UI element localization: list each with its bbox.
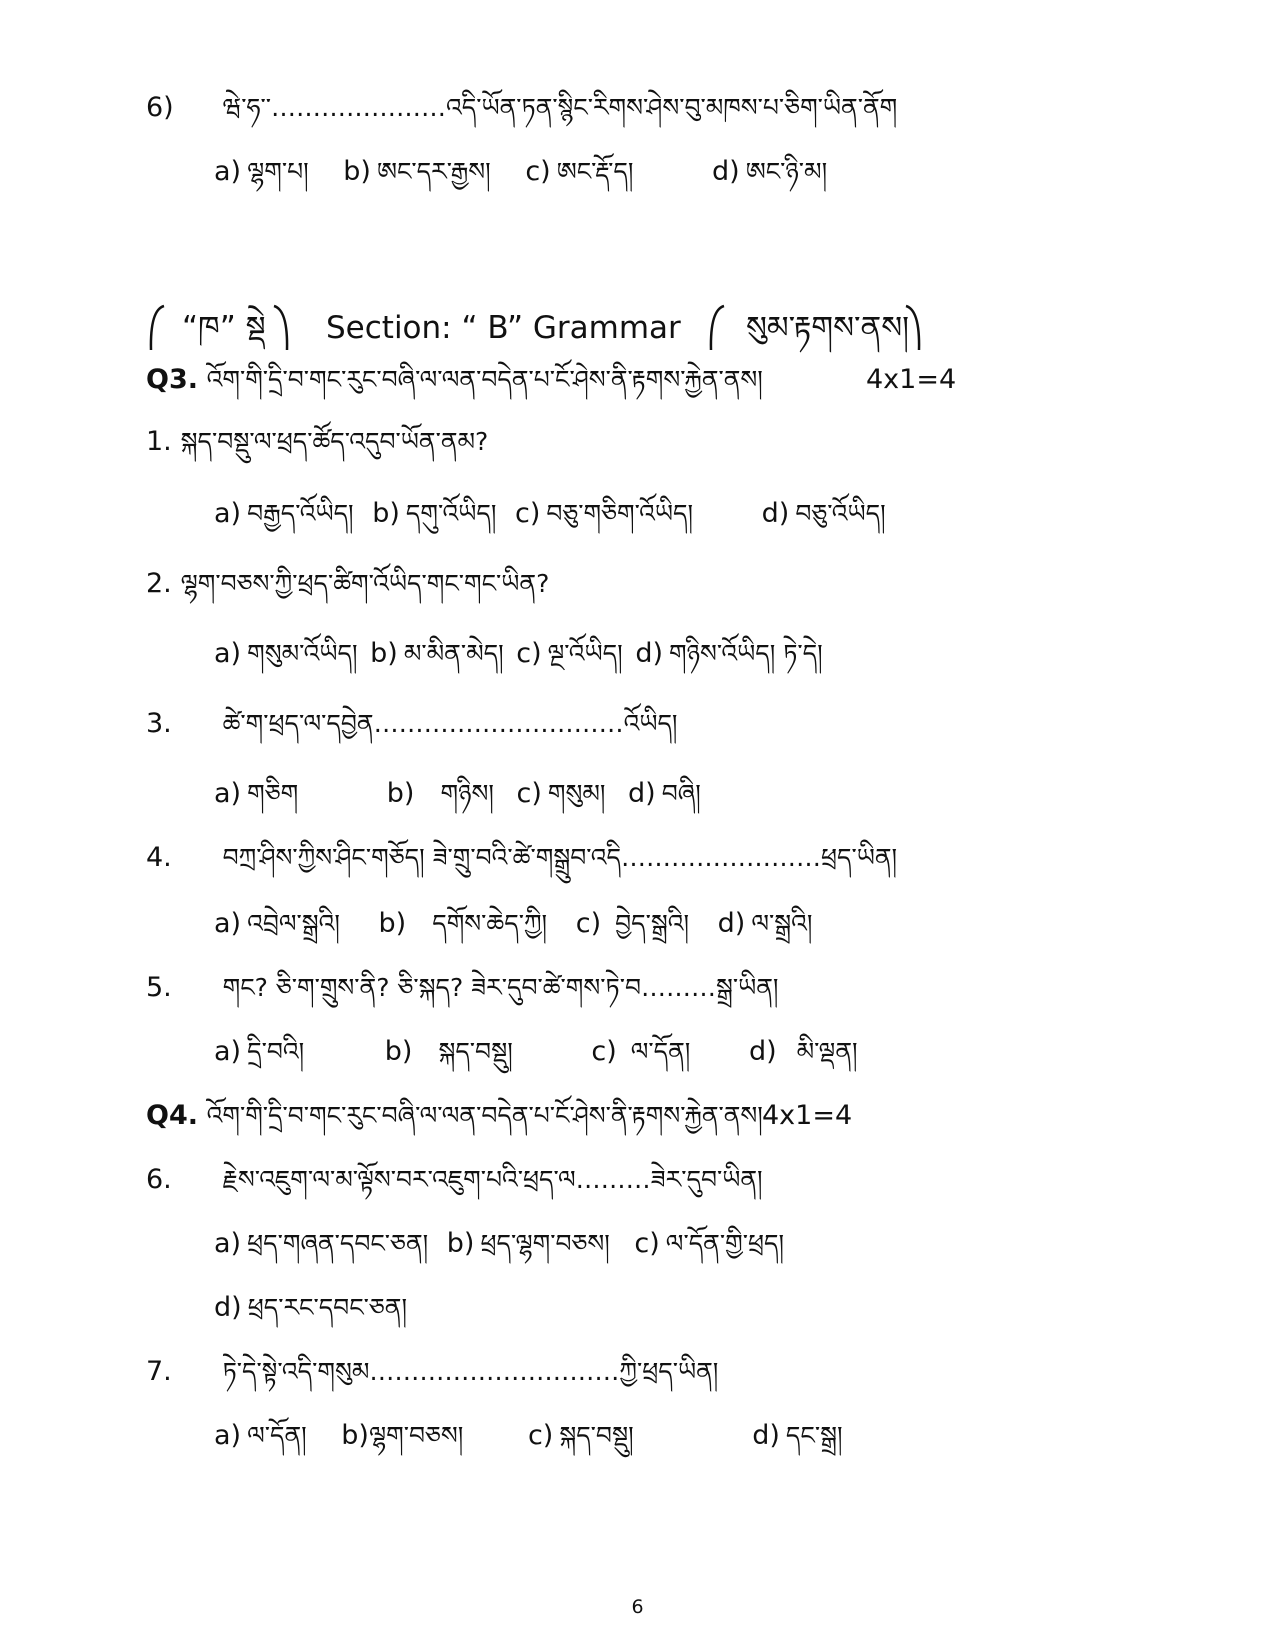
question-text: གང? ཅི་ག་གྲུས་ནི? ཅི་སྐད? ཟེར་དུབ་ཚེ་གས་ཏེ་བ………སྒྲ་ཡིན། bbox=[222, 973, 779, 1002]
option-b: b) ཕྲད་ལྷག་བཅས། bbox=[446, 1228, 610, 1259]
option-a: a) ཕྲད་གཞན་དབང་ཅན། bbox=[214, 1228, 429, 1259]
question-instruction: འོག་གི་དྲི་བ་གང་རུང་བཞི་ལ་ལན་བདེན་པ་ངོ་ཤེས་ནི་རྟགས་རྐྱེན་ནས། bbox=[206, 365, 763, 394]
option-c: c) ཨང་རྡོ་ད། bbox=[525, 156, 634, 187]
left-paren-mark bbox=[146, 302, 168, 354]
option-a: a) ལྷག་པ། bbox=[214, 156, 309, 187]
option-d: d) ཨང་ཉི་མ། bbox=[712, 156, 828, 187]
option-c: c) ལ་དོན་གྱི་ཕྲད། bbox=[634, 1228, 784, 1259]
option-a: a) དྲི་བའི། bbox=[214, 1036, 305, 1067]
question-number: 3. bbox=[146, 708, 172, 739]
option-b: b) ཨང་དར་རྒྱས། bbox=[343, 156, 491, 187]
question-5 bbox=[146, 970, 778, 1006]
question-number: 6. bbox=[146, 1164, 172, 1195]
option-a: a) འབྲེལ་སྒྲའི། bbox=[214, 908, 340, 939]
question-3 bbox=[146, 706, 677, 742]
question-number: 2. bbox=[146, 568, 172, 599]
option-b: b) སྐད་བསྡུ། bbox=[384, 1036, 513, 1067]
option-d: d) ཕྲད་རང་དབང་ཅན། bbox=[214, 1292, 407, 1323]
question-instruction: འོག་གི་དྲི་བ་གང་རུང་བཞི་ལ་ལན་བདེན་པ་ངོ་ཤེས་ནི་རྟགས་རྐྱེན་ནས། bbox=[206, 1101, 763, 1130]
question-2 bbox=[146, 566, 549, 602]
question-6 bbox=[146, 1162, 763, 1198]
option-c: c) བཅུ་གཅིག་འོཡིད། bbox=[514, 498, 694, 529]
q3-marks: 4x1=4 bbox=[866, 364, 957, 395]
question-number: 4. bbox=[146, 842, 172, 873]
q4-marks: 4x1=4 bbox=[762, 1100, 853, 1131]
question-group-label: Q3. bbox=[146, 364, 198, 395]
question-6-options bbox=[214, 1226, 810, 1262]
q4-heading bbox=[146, 1098, 763, 1134]
question-7 bbox=[146, 1354, 718, 1390]
question-text: རྗེས་འཇུག་ལ་མ་ལྟོས་བར་འཇུག་པའི་ཕྲད་ལ………ཟེར་དུབ་ཡིན། bbox=[222, 1165, 763, 1194]
question-5-options bbox=[214, 1034, 884, 1070]
question-6-prev bbox=[146, 90, 897, 126]
option-c: c) གསུམ། bbox=[516, 778, 606, 809]
section-heading bbox=[146, 302, 1146, 362]
question-number: 7. bbox=[146, 1356, 172, 1387]
option-c: c) བྱེད་སྒྲའི། bbox=[575, 908, 690, 939]
question-text: ཏེ་དེ་སྟེ་འདི་གསུམ…………………………ཀྱི་ཕྲད་ཡིན། bbox=[222, 1357, 719, 1386]
option-c: c) ལྔ་འོཡིད། bbox=[516, 638, 623, 669]
section-label-tibetan: “ཁ” སྡེ bbox=[182, 310, 266, 346]
question-number: 6) bbox=[146, 92, 174, 123]
question-text: ལྷག་བཅས་ཀྱི་ཕྲད་ཚིག་འོཡིད་གང་གང་ཡིན? bbox=[180, 569, 550, 598]
option-a: a) བརྒྱད་འོཡིད། bbox=[214, 498, 354, 529]
question-1 bbox=[146, 424, 488, 460]
question-text: ཚེ་ག་ཕྲད་ལ་དབྱེན…………………………འོཡིད། bbox=[222, 709, 678, 738]
question-4 bbox=[146, 840, 897, 876]
option-b: b)ལྷག་བཅས། bbox=[341, 1420, 464, 1451]
option-b: b) གཉིས། bbox=[386, 778, 494, 809]
question-6-option-d bbox=[214, 1290, 433, 1326]
option-d: d) དང་སྒྲ། bbox=[752, 1420, 843, 1451]
option-c: c) སྐད་བསྡུ། bbox=[527, 1420, 634, 1451]
option-c: c) ལ་དོན། bbox=[591, 1036, 691, 1067]
option-a: a) གསུམ་འོཡིད། bbox=[214, 638, 358, 669]
question-7-options bbox=[214, 1418, 869, 1454]
question-4-options bbox=[214, 906, 838, 942]
option-d: d) བཅུ་འོཡིད། bbox=[761, 498, 886, 529]
option-d: d) ལ་སྒྲའི། bbox=[717, 908, 813, 939]
option-d: d) མི་ལྡན། bbox=[748, 1036, 858, 1067]
section-title: Section: “ B” Grammar bbox=[326, 310, 681, 346]
q3-heading bbox=[146, 362, 763, 398]
option-d: d) བཞི། bbox=[628, 778, 701, 809]
question-2-options bbox=[214, 636, 849, 672]
right-paren-mark bbox=[902, 302, 924, 354]
question-number: 1. bbox=[146, 426, 172, 457]
question-1-options bbox=[214, 496, 912, 532]
question-3-options bbox=[214, 776, 727, 812]
option-a: a) གཅིག bbox=[214, 778, 299, 809]
question-number: 5. bbox=[146, 972, 172, 1003]
option-a: a) ལ་དོན། bbox=[214, 1420, 307, 1451]
question-text: སྐད་བསྡུ་ལ་ཕྲད་ཚོད་འདུབ་ཡོན་ནམ? bbox=[180, 427, 489, 456]
option-b: b) མ་མིན་མེད། bbox=[370, 638, 504, 669]
option-d: d) གཉིས་འོཡིད། ཏེ་དེ། bbox=[635, 638, 823, 669]
option-b: b) དགུ་འོཡིད། bbox=[372, 498, 497, 529]
page-number: 6 bbox=[631, 1596, 644, 1618]
question-text: བཀྲ་ཤིས་ཀྱིས་ཤིང་གཅོད། ཟེ་གྲུ་བའི་ཚེ་གསྒྲུབ་འདི……………………ཕྲད་ཡིན། bbox=[222, 843, 898, 872]
question-text: ཝེ་ཧ་་…………………འདི་ཡོན་ཏན་སྙིང་རིགས་ཤེས་བུ་མཁས་པ་ཅིག་ཡིན་ནོག bbox=[222, 93, 898, 122]
question-group-label: Q4. bbox=[146, 1100, 198, 1131]
question-6-prev-options bbox=[214, 154, 853, 190]
right-paren-mark bbox=[270, 302, 292, 354]
section-subtitle-tibetan: སུམ་རྟགས་ནས། bbox=[746, 310, 909, 346]
left-paren-mark bbox=[706, 302, 728, 354]
option-b: b) དགོས་ཆེད་ཀྱི། bbox=[378, 908, 548, 939]
